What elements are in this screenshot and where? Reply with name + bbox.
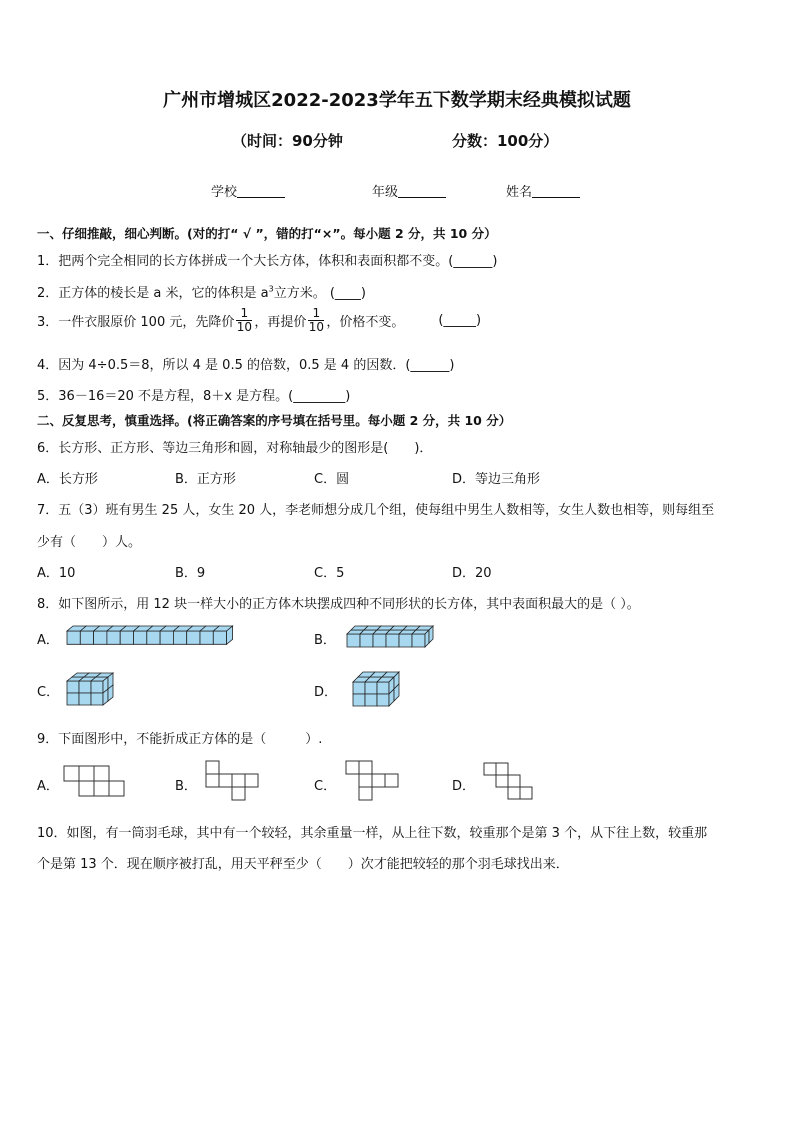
name-label: 姓名 — [506, 185, 533, 200]
exam-time: （时间：90分钟 — [232, 132, 343, 150]
cube-net-c — [346, 761, 406, 805]
question-6: 6．长方形、正方形、等边三角形和圆，对称轴最少的图形是( )． — [37, 441, 433, 456]
q9-option-c: C． — [314, 779, 337, 794]
exam-score: 分数：100分） — [452, 132, 559, 150]
q7-option-c: C．5 — [314, 566, 345, 581]
cube-net-b — [206, 761, 266, 805]
question-3: 3．一件衣服原价 100 元，先降价 $\frac{1}{10}$ ，再提价 $\frac{1}{10}$ ，价格不变。 (_____) — [37, 306, 482, 334]
question-2: 2．正方体的棱长是 a 米，它的体积是 $a^3$立方米。 (____) — [37, 284, 366, 301]
question-7-line1: 7．五（3）班有男生 25 人，女生 20 人，李老师想分成几个组，使每组中男生人数相等，女生人数也相等，则每组至 — [37, 503, 715, 518]
question-7-line2: 少有（ ）人。 — [37, 535, 142, 550]
cuboid-figure-d — [352, 671, 406, 711]
cuboid-figure-a — [66, 625, 236, 651]
question-1: 1．把两个完全相同的长方体拼成一个大长方体，体积和表面积都不变。(______) — [37, 254, 498, 269]
q6-option-c: C．圆 — [314, 472, 350, 487]
q9-option-a: A． — [37, 779, 59, 794]
q8-option-b: B． — [314, 633, 336, 648]
q8-option-a: A． — [37, 633, 59, 648]
question-8: 8．如下图所示，用 12 块一样大小的正方体木块摆成四种不同形状的长方体，其中表面积最大的是（ ）。 — [37, 597, 640, 612]
question-10-line2: 个是第 13 个．现在顺序被打乱，用天平秤至少（ ）次才能把较轻的那个羽毛球找出来． — [37, 857, 569, 872]
cube-net-a — [64, 766, 128, 800]
school-label: 学校 — [211, 185, 238, 200]
question-4: 4．因为 4÷0.5＝8，所以 4 是 0.5 的倍数，0.5 是 4 的因数．(______) — [37, 358, 455, 373]
q6-option-a: A．长方形 — [37, 472, 98, 487]
q7-option-d: D．20 — [452, 566, 492, 581]
question-5: 5．36－16＝20 不是方程，8＋x 是方程。(________) — [37, 389, 351, 404]
q6-option-b: B．正方形 — [175, 472, 236, 487]
school-field — [211, 181, 285, 200]
cube-net-d — [484, 763, 544, 807]
question-10-line1: 10．如图，有一筒羽毛球，其中有一个较轻，其余重量一样，从上往下数，较重那个是第 3 个，从下往上数，较重那 — [37, 826, 708, 841]
grade-label: 年级 — [372, 185, 399, 200]
fraction-1: $\frac{1}{10}$ — [236, 306, 252, 334]
q7-option-b: B．9 — [175, 566, 206, 581]
q8-option-c: C． — [37, 685, 60, 700]
section2-heading: 二、反复思考，慎重选择。(将正确答案的序号填在括号里。每小题 2 分，共 10 分） — [37, 413, 512, 428]
cuboid-figure-b — [346, 625, 441, 653]
name-field — [506, 181, 580, 200]
cuboid-figure-c — [66, 672, 136, 708]
q9-option-d: D． — [452, 779, 476, 794]
q9-option-b: B． — [175, 779, 197, 794]
q7-option-a: A．10 — [37, 566, 76, 581]
fraction-2: $\frac{1}{10}$ — [308, 306, 325, 334]
question-9: 9．下面图形中，不能折成正方体的是（ ）. — [37, 732, 323, 747]
grade-field — [372, 181, 446, 200]
section1-heading: 一、仔细推敲，细心判断。(对的打“ √ ”，错的打“×”。每小题 2 分，共 10 分） — [37, 226, 497, 241]
page-title: 广州市增城区2022-2023学年五下数学期末经典模拟试题 — [163, 90, 631, 111]
q6-option-d: D．等边三角形 — [452, 472, 541, 487]
q8-option-d: D． — [314, 685, 338, 700]
